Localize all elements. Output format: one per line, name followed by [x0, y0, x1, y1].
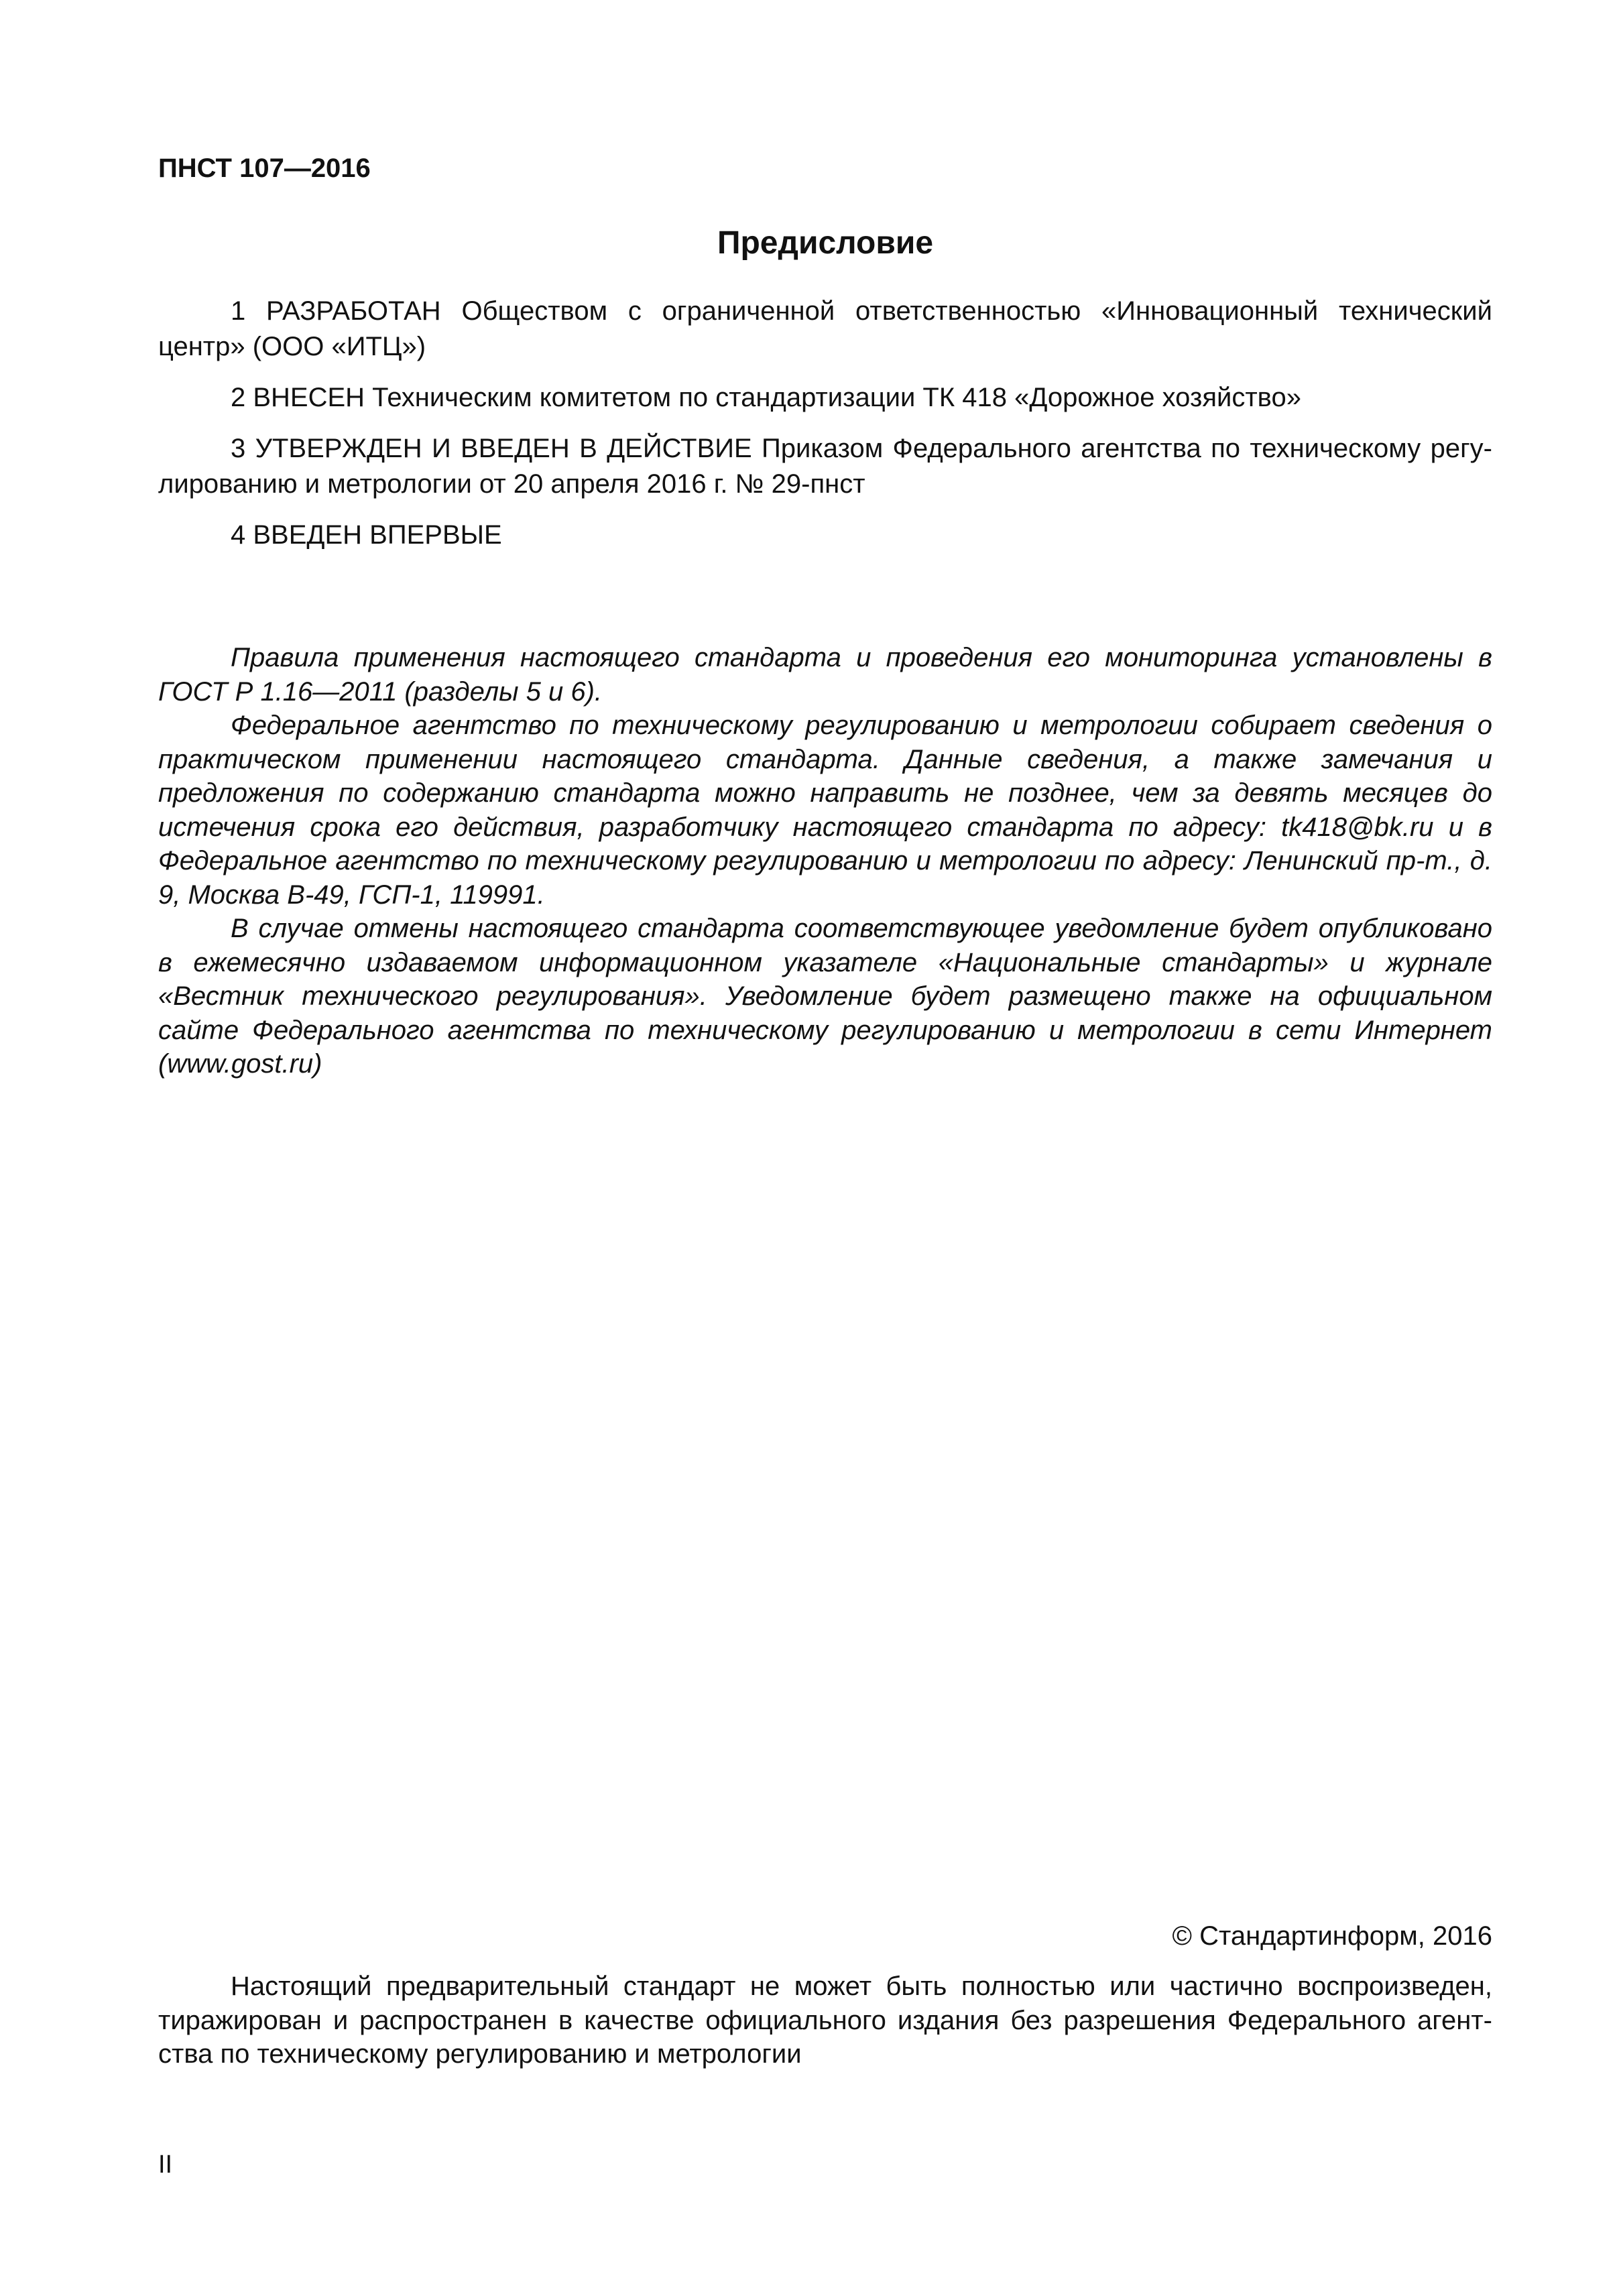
preface-item-approved: 3 УТВЕРЖДЕН И ВВЕДЕН В ДЕЙСТВИЕ Приказом Федерального агентства по техническому регулированию и метрологии от 20 апреля 2016 г. № 29-пнст [158, 434, 1492, 499]
info-paragraph-feedback: Федеральное агентство по техническому регулированию и метрологии собирает сведения о практическом применении настоящего стандарта. Данные сведения, а также замечания и предложения по содержанию стандарта можно направить не позднее, чем за девять месяцев до истечения срока его действия, разработчику настоящего стандарта по адресу: tk418@bk.ru и в Федеральное агентство по техническому регулированию и метрологии по адресу: Ленинский пр-т., д. 9, Москва В-49, ГСП-1, 119991. [158, 711, 1492, 910]
preface-item-first-introduced: 4 ВВЕДЕН ВПЕРВЫЕ [231, 520, 502, 550]
info-paragraph-cancellation: В случае отмены настоящего стандарта соответствующее уведомление будет опубликовано в ежемесячно издаваемом информационном указателе «Национальные стандарты» и журнале «Вестник технического регулирования». Уведомление будет размещено также на официальном сайте Федерального агентства по техническому регулированию и метрологии в сети Интернет (www.gost.ru) [158, 914, 1492, 1079]
page-number: II [158, 2151, 173, 2179]
reproduction-notice: Настоящий предварительный стандарт не может быть полностью или частично воспроизведен, тиражирован и распространен в качестве официального издания без разрешения Федерального агентства по техническому регулированию и метрологии [158, 1972, 1492, 2069]
preface-item-submitted: 2 ВНЕСЕН Техническим комитетом по стандартизации ТК 418 «Дорожное хозяйство» [231, 383, 1301, 412]
standard-info-block [158, 641, 1492, 1081]
copyright-line: © Стандартинформ, 2016 [1172, 1921, 1492, 1951]
info-paragraph-rules: Правила применения настоящего стандарта и проведения его мониторинга установлены в ГОСТ Р 1.16—2011 (разделы 5 и 6). [158, 643, 1492, 707]
preface-list [158, 294, 1492, 568]
page-title: Предисловие [717, 225, 934, 261]
preface-item-developed: 1 РАЗРАБОТАН Обществом с ограниченной ответственностью «Инновационный технический центр» (ООО «ИТЦ») [158, 296, 1492, 361]
document-code: ПНСТ 107—2016 [158, 154, 371, 183]
